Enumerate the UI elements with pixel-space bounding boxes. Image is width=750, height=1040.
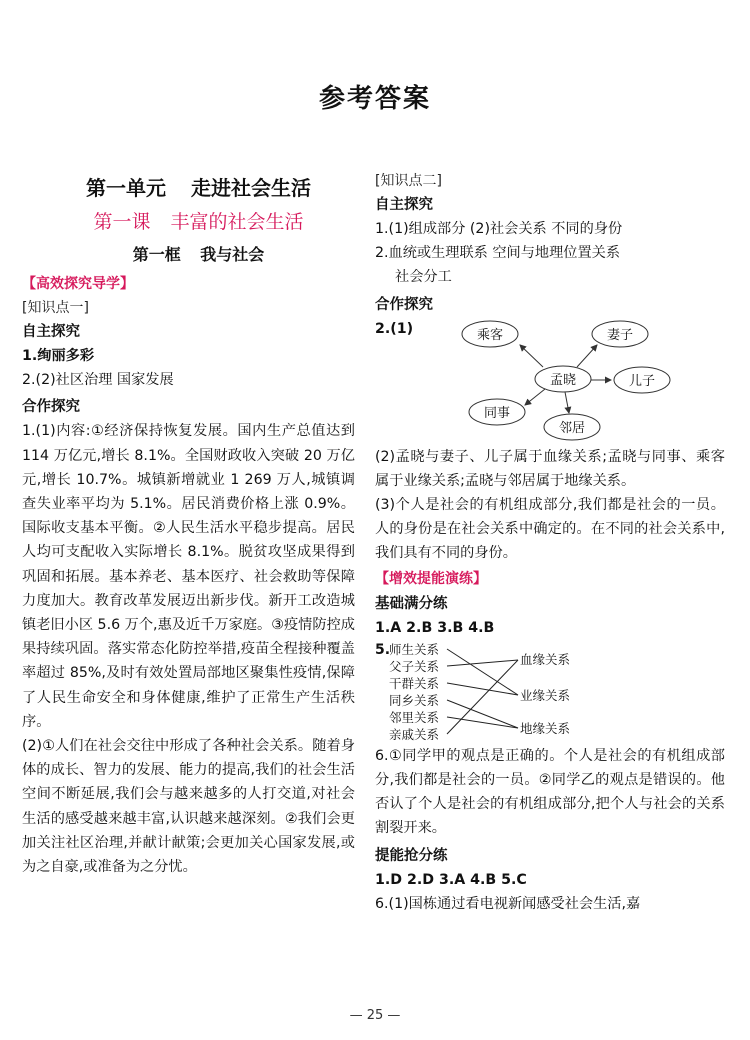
answer-line: 社会分工 xyxy=(395,269,452,286)
self-explore-heading: 自主探究 xyxy=(22,324,80,340)
match-left: 亲戚关系 xyxy=(389,726,440,742)
answer-paragraph: (2)①人们在社会交往中形成了各种社会关系。随着身体的成长、智力的发展、能力的提高,我们的社会生活空间不断延展,我们会与越来越多的人打交道,对社会生活的感受越来越丰富,认识越来越深刻。②我们会更加关注社区治理,并献计献策;会更加关心国家发展,或为之自豪,或准备为之分忧。 xyxy=(22,738,355,876)
left-column xyxy=(22,168,355,879)
match-left: 邻里关系 xyxy=(389,709,440,725)
answer-line: 1.A 2.B 3.B 4.B xyxy=(375,619,495,636)
node-center-label: 孟晓 xyxy=(549,372,577,388)
match-left: 干群关系 xyxy=(389,675,440,691)
right-column xyxy=(375,168,725,916)
lesson-heading: 第一课 丰富的社会生活 xyxy=(93,211,304,233)
knowledge-point-label: [知识点二] xyxy=(375,173,442,189)
diagram-svg xyxy=(435,317,695,445)
coop-explore-heading: 合作探究 xyxy=(375,296,433,313)
advanced-practice-heading: 提能抢分练 xyxy=(375,847,448,864)
node-label: 儿子 xyxy=(628,373,656,389)
knowledge-point-label: [知识点一] xyxy=(22,300,89,316)
answer-line: 1.(1)组成部分 (2)社会关系 不同的身份 xyxy=(375,221,623,237)
node-label: 妻子 xyxy=(606,327,634,343)
frame-heading: 第一框 我与社会 xyxy=(132,245,265,264)
section-tag: 【高效探究导学】 xyxy=(22,276,134,292)
answer-paragraph: (2)孟晓与妻子、儿子属于血缘关系;孟晓与同事、乘客属于业缘关系;孟晓与邻居属于地缘关系。 xyxy=(375,448,725,489)
match-right: 地缘关系 xyxy=(520,720,571,736)
answer-line: 2.血统或生理联系 空间与地理位置关系 xyxy=(375,245,621,262)
match-left: 师生关系 xyxy=(389,641,440,657)
match-left: 父子关系 xyxy=(389,658,440,674)
match-left: 同乡关系 xyxy=(389,692,440,708)
matching-svg xyxy=(375,640,615,744)
match-right: 业缘关系 xyxy=(520,687,571,703)
relationship-diagram xyxy=(375,317,725,445)
answer-line: 1.D 2.D 3.A 4.B 5.C xyxy=(375,871,527,888)
answer-paragraph: 6.①同学甲的观点是正确的。个人是社会的有机组成部分,我们都是社会的一员。②同学乙的观点是错误的。他否认了个人是社会的有机组成部分,把个人与社会的关系割裂开来。 xyxy=(375,747,725,837)
page-number: — 25 — xyxy=(349,1008,401,1023)
matching-diagram xyxy=(375,640,725,744)
answer-line: 2.(2)社区治理 国家发展 xyxy=(22,372,174,389)
answer-paragraph: 1.(1)内容:①经济保持恢复发展。国内生产总值达到 114 万亿元,增长 8.1%。全国财政收入突破 20 万亿元,增长 10.7%。城镇新增就业 1 269 万人,城镇调查失业率平均为 5.1%。居民消费价格上涨 0.9%。国际收支基本平衡。②人民生活水平稳步提高。居民人均可支配收入实际增长 8.1%。脱贫攻坚成果得到巩固和拓展。基本养老、基本医疗、社会救助等保障力度加大。教育改革发展迈出新步伐。新开工改造城镇老旧小区 5.6 万个,惠及近千万家庭。③疫情防控成果持续巩固。落实常态化防控举措,疫苗全程接种覆盖率超过 85%,及时有效处置局部地区聚集性疫情,保障了人民生命安全和身体健康,维护了正常生产生活秩序。 xyxy=(22,423,355,730)
unit-heading: 第一单元 走进社会生活 xyxy=(86,176,311,200)
page-title: 参考答案 xyxy=(318,84,431,114)
answer-paragraph: 6.(1)国栋通过看电视新闻感受社会生活,嘉 xyxy=(375,895,641,912)
node-label: 同事 xyxy=(483,405,511,421)
node-label: 乘客 xyxy=(476,327,504,343)
answer-paragraph: (3)个人是社会的有机组成部分,我们都是社会的一员。人的身份是在社会关系中确定的。在不同的社会关系中,我们具有不同的身份。 xyxy=(375,497,725,562)
diagram-label: 2.(1) xyxy=(375,320,414,337)
coop-explore-heading: 合作探究 xyxy=(22,399,80,416)
match-num: 5. xyxy=(375,641,391,658)
section-tag: 【增效提能演练】 xyxy=(375,570,487,587)
self-explore-heading: 自主探究 xyxy=(375,197,433,213)
basic-practice-heading: 基础满分练 xyxy=(375,595,448,612)
answer-line: 1.绚丽多彩 xyxy=(22,348,95,364)
node-label: 邻居 xyxy=(558,420,586,436)
match-right: 血缘关系 xyxy=(520,651,571,667)
